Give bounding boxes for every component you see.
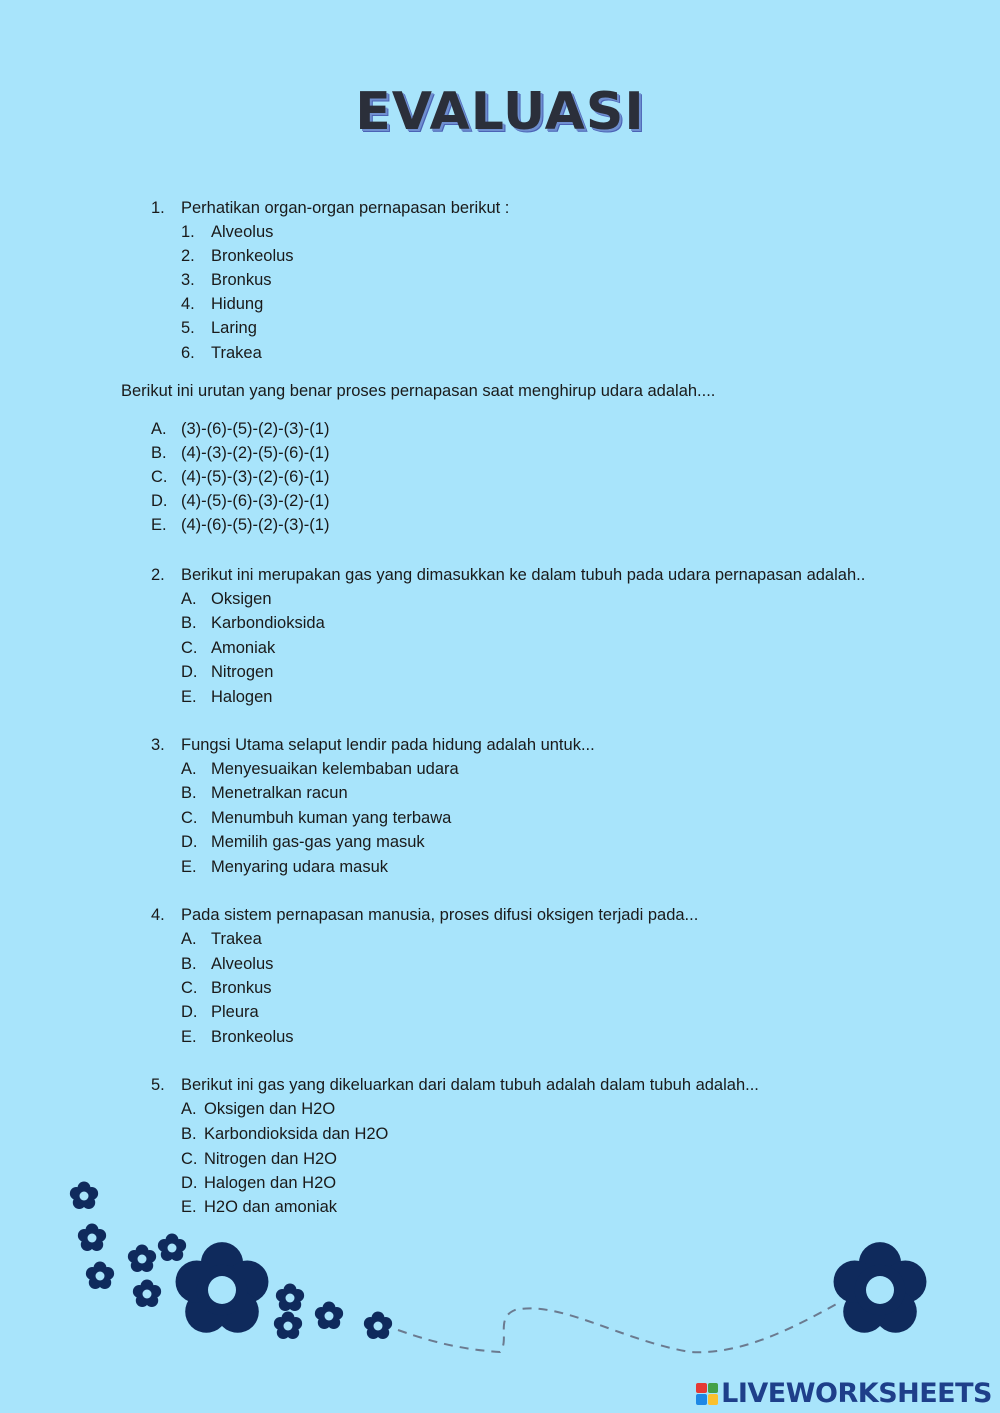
liveworksheets-logo[interactable] [696, 1378, 992, 1409]
option-letter: A. [151, 420, 167, 438]
question-1-text: Perhatikan organ-organ pernapasan berikut : [181, 199, 510, 217]
option-text[interactable]: (4)-(5)-(6)-(3)-(2)-(1) [181, 492, 330, 510]
option-letter: B. [151, 444, 167, 462]
page-title: EVALUASI [355, 82, 645, 142]
question-3-number: 3. [151, 736, 165, 754]
question-2-text: Berikut ini merupakan gas yang dimasukkan ke dalam tubuh pada udara pernapasan adalah.. [181, 566, 866, 584]
option-text[interactable]: Nitrogen dan H2O [204, 1150, 337, 1168]
option-text[interactable]: (3)-(6)-(5)-(2)-(3)-(1) [181, 420, 330, 438]
option-letter: E. [181, 688, 197, 706]
option-text[interactable]: Menyesuaikan kelembaban udara [211, 760, 459, 778]
question-2-number: 2. [151, 566, 165, 584]
option-letter: C. [181, 639, 198, 657]
option-letter: C. [181, 1150, 198, 1168]
option-text[interactable]: (4)-(5)-(3)-(2)-(6)-(1) [181, 468, 330, 486]
option-text[interactable]: Bronkus [211, 979, 272, 997]
question-4-text: Pada sistem pernapasan manusia, proses difusi oksigen terjadi pada... [181, 906, 699, 924]
badge-cell-yellow [708, 1394, 719, 1405]
option-letter: E. [181, 858, 197, 876]
option-text[interactable]: Menetralkan racun [211, 784, 348, 802]
organ-item: Bronkeolus [211, 247, 294, 265]
dashed-path [398, 1302, 840, 1352]
option-letter: C. [151, 468, 168, 486]
organ-item: Alveolus [211, 223, 274, 241]
option-letter: B. [181, 1125, 197, 1143]
option-letter: A. [181, 760, 197, 778]
option-letter: E. [181, 1198, 197, 1216]
organ-number: 3. [181, 271, 195, 289]
option-text[interactable]: Oksigen [211, 590, 272, 608]
option-letter: C. [181, 809, 198, 827]
option-text[interactable]: Alveolus [211, 955, 274, 973]
option-letter: D. [181, 663, 198, 681]
option-text[interactable]: Karbondioksida [211, 614, 325, 632]
organ-number: 4. [181, 295, 195, 313]
option-text[interactable]: Pleura [211, 1003, 259, 1021]
logo-text: LIVEWORKSHEETS [721, 1378, 992, 1409]
option-text[interactable]: Memilih gas-gas yang masuk [211, 833, 425, 851]
option-text[interactable]: (4)-(3)-(2)-(5)-(6)-(1) [181, 444, 330, 462]
question-1-number: 1. [151, 199, 165, 217]
option-letter: C. [181, 979, 198, 997]
option-text[interactable]: Halogen [211, 688, 273, 706]
option-letter: B. [181, 784, 197, 802]
option-text[interactable]: Nitrogen [211, 663, 274, 681]
option-letter: B. [181, 614, 197, 632]
option-text[interactable]: Oksigen dan H2O [204, 1100, 336, 1118]
option-letter: E. [151, 516, 167, 534]
option-letter: A. [181, 590, 197, 608]
option-text[interactable]: Menyaring udara masuk [211, 858, 389, 876]
option-text[interactable]: Trakea [211, 930, 262, 948]
organ-item: Laring [211, 319, 257, 337]
badge-cell-green [708, 1383, 719, 1394]
option-letter: A. [181, 1100, 197, 1118]
option-letter: D. [181, 1003, 198, 1021]
organ-item: Hidung [211, 295, 264, 313]
question-3-text: Fungsi Utama selaput lendir pada hidung adalah untuk... [181, 736, 595, 754]
option-text[interactable]: (4)-(6)-(5)-(2)-(3)-(1) [181, 516, 330, 534]
organ-number: 5. [181, 319, 195, 337]
question-1-stem: Berikut ini urutan yang benar proses pernapasan saat menghirup udara adalah.... [121, 382, 716, 400]
option-text[interactable]: Halogen dan H2O [204, 1174, 337, 1192]
organ-item: Trakea [211, 344, 262, 362]
option-letter: D. [181, 833, 198, 851]
question-5-number: 5. [151, 1076, 165, 1094]
organ-number: 6. [181, 344, 195, 362]
badge-cell-red [696, 1383, 707, 1394]
logo-badge-icon [696, 1383, 718, 1405]
option-letter: A. [181, 930, 197, 948]
option-letter: D. [181, 1174, 198, 1192]
organ-number: 2. [181, 247, 195, 265]
organ-item: Bronkus [211, 271, 272, 289]
badge-cell-blue [696, 1394, 707, 1405]
question-4-number: 4. [151, 906, 165, 924]
option-text[interactable]: Menumbuh kuman yang terbawa [211, 809, 452, 827]
option-letter: D. [151, 492, 168, 510]
option-text[interactable]: H2O dan amoniak [204, 1198, 337, 1216]
option-letter: B. [181, 955, 197, 973]
option-text[interactable]: Bronkeolus [211, 1028, 294, 1046]
option-letter: E. [181, 1028, 197, 1046]
option-text[interactable]: Amoniak [211, 639, 276, 657]
question-5-text: Berikut ini gas yang dikeluarkan dari dalam tubuh adalah dalam tubuh adalah... [181, 1076, 759, 1094]
organ-number: 1. [181, 223, 195, 241]
option-text[interactable]: Karbondioksida dan H2O [204, 1125, 389, 1143]
